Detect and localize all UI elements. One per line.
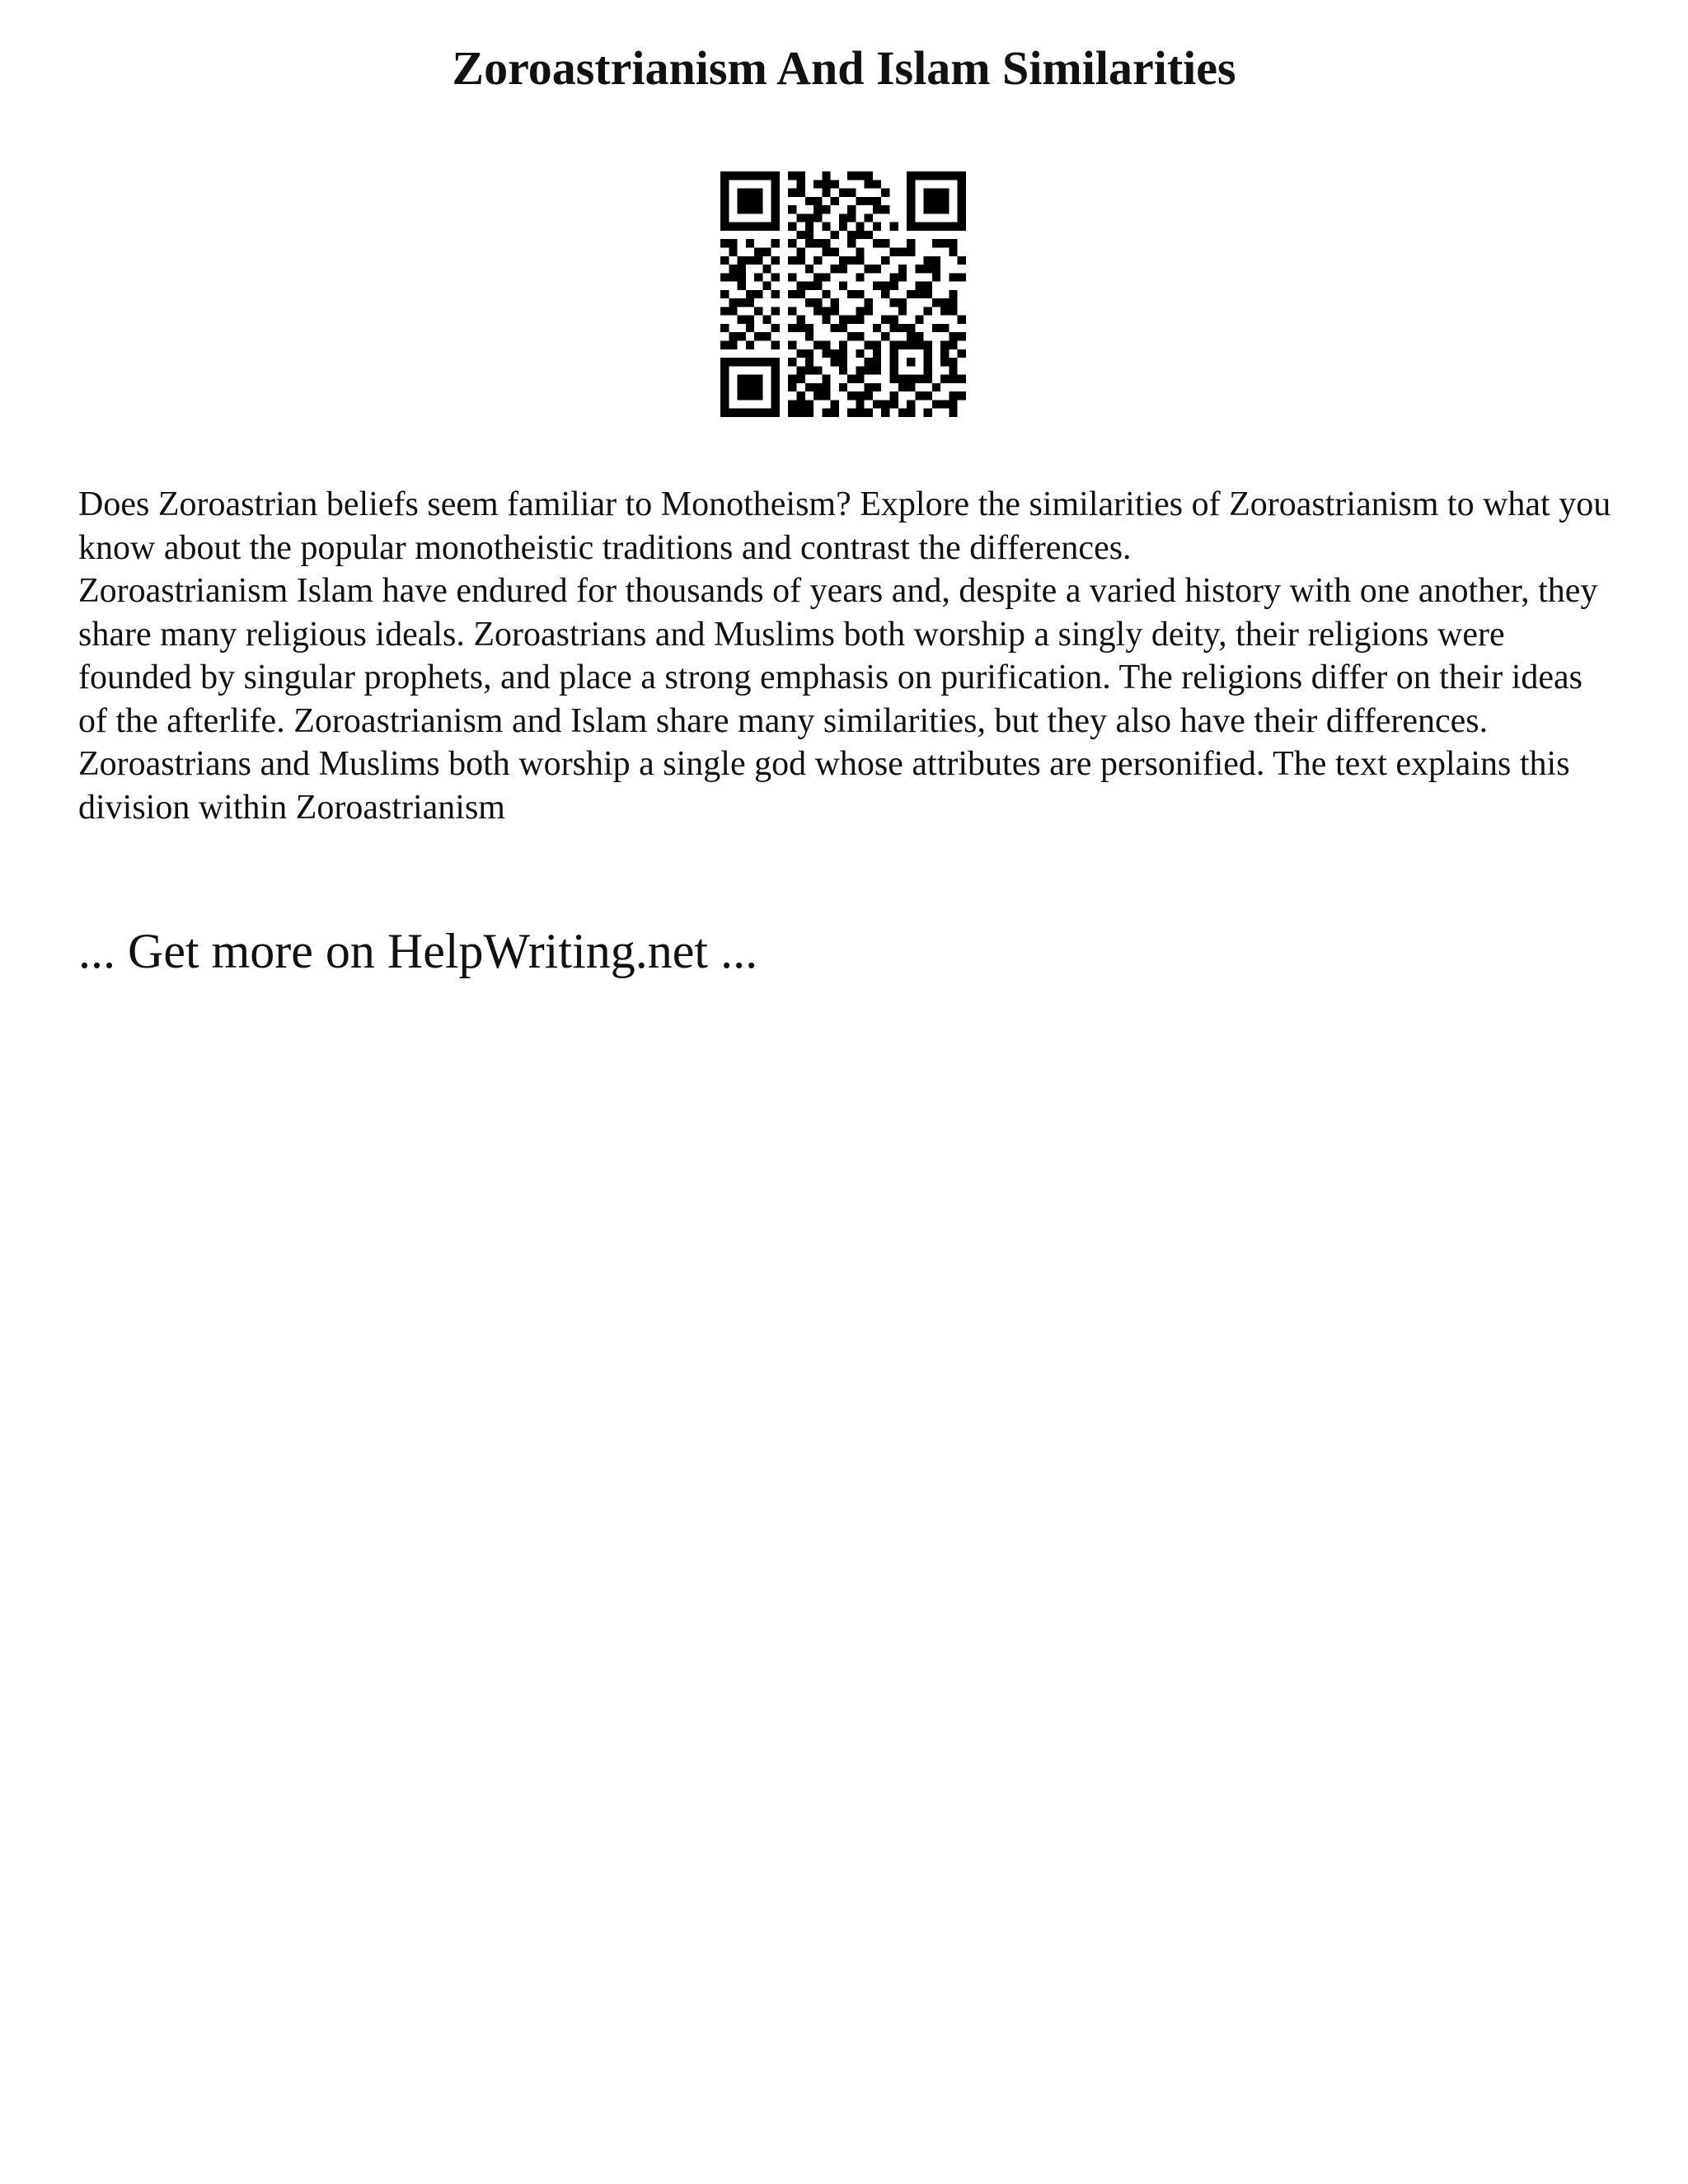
get-more-link[interactable]: ... Get more on HelpWriting.net ... [78,924,758,978]
body-text [78,483,1620,829]
paragraph-deity: Zoroastrians and Muslims both worship a single god whose attributes are personified. The text explains this division within Zoroastrianism [78,745,1570,827]
paragraph-intro: Does Zoroastrian beliefs seem familiar to Monotheism? Explore the similarities of Zoroastrianism to what you know about the popular monotheistic traditions and contrast the differences. [78,485,1611,567]
qr-code-icon [720,171,966,417]
paragraph-comparison: Zoroastrianism Islam have endured for thousands of years and, despite a varied history with one another, they share many religious ideals. Zoroastrians and Muslims both worship a singly deity, their religions were founded by singular prophets, and place a strong emphasis on purification. The religions differ on their ideas of the afterlife. Zoroastrianism and Islam share many similarities, but they also have their differences. [78,572,1598,740]
page-title: Zoroastrianism And Islam Similarities [452,41,1236,95]
